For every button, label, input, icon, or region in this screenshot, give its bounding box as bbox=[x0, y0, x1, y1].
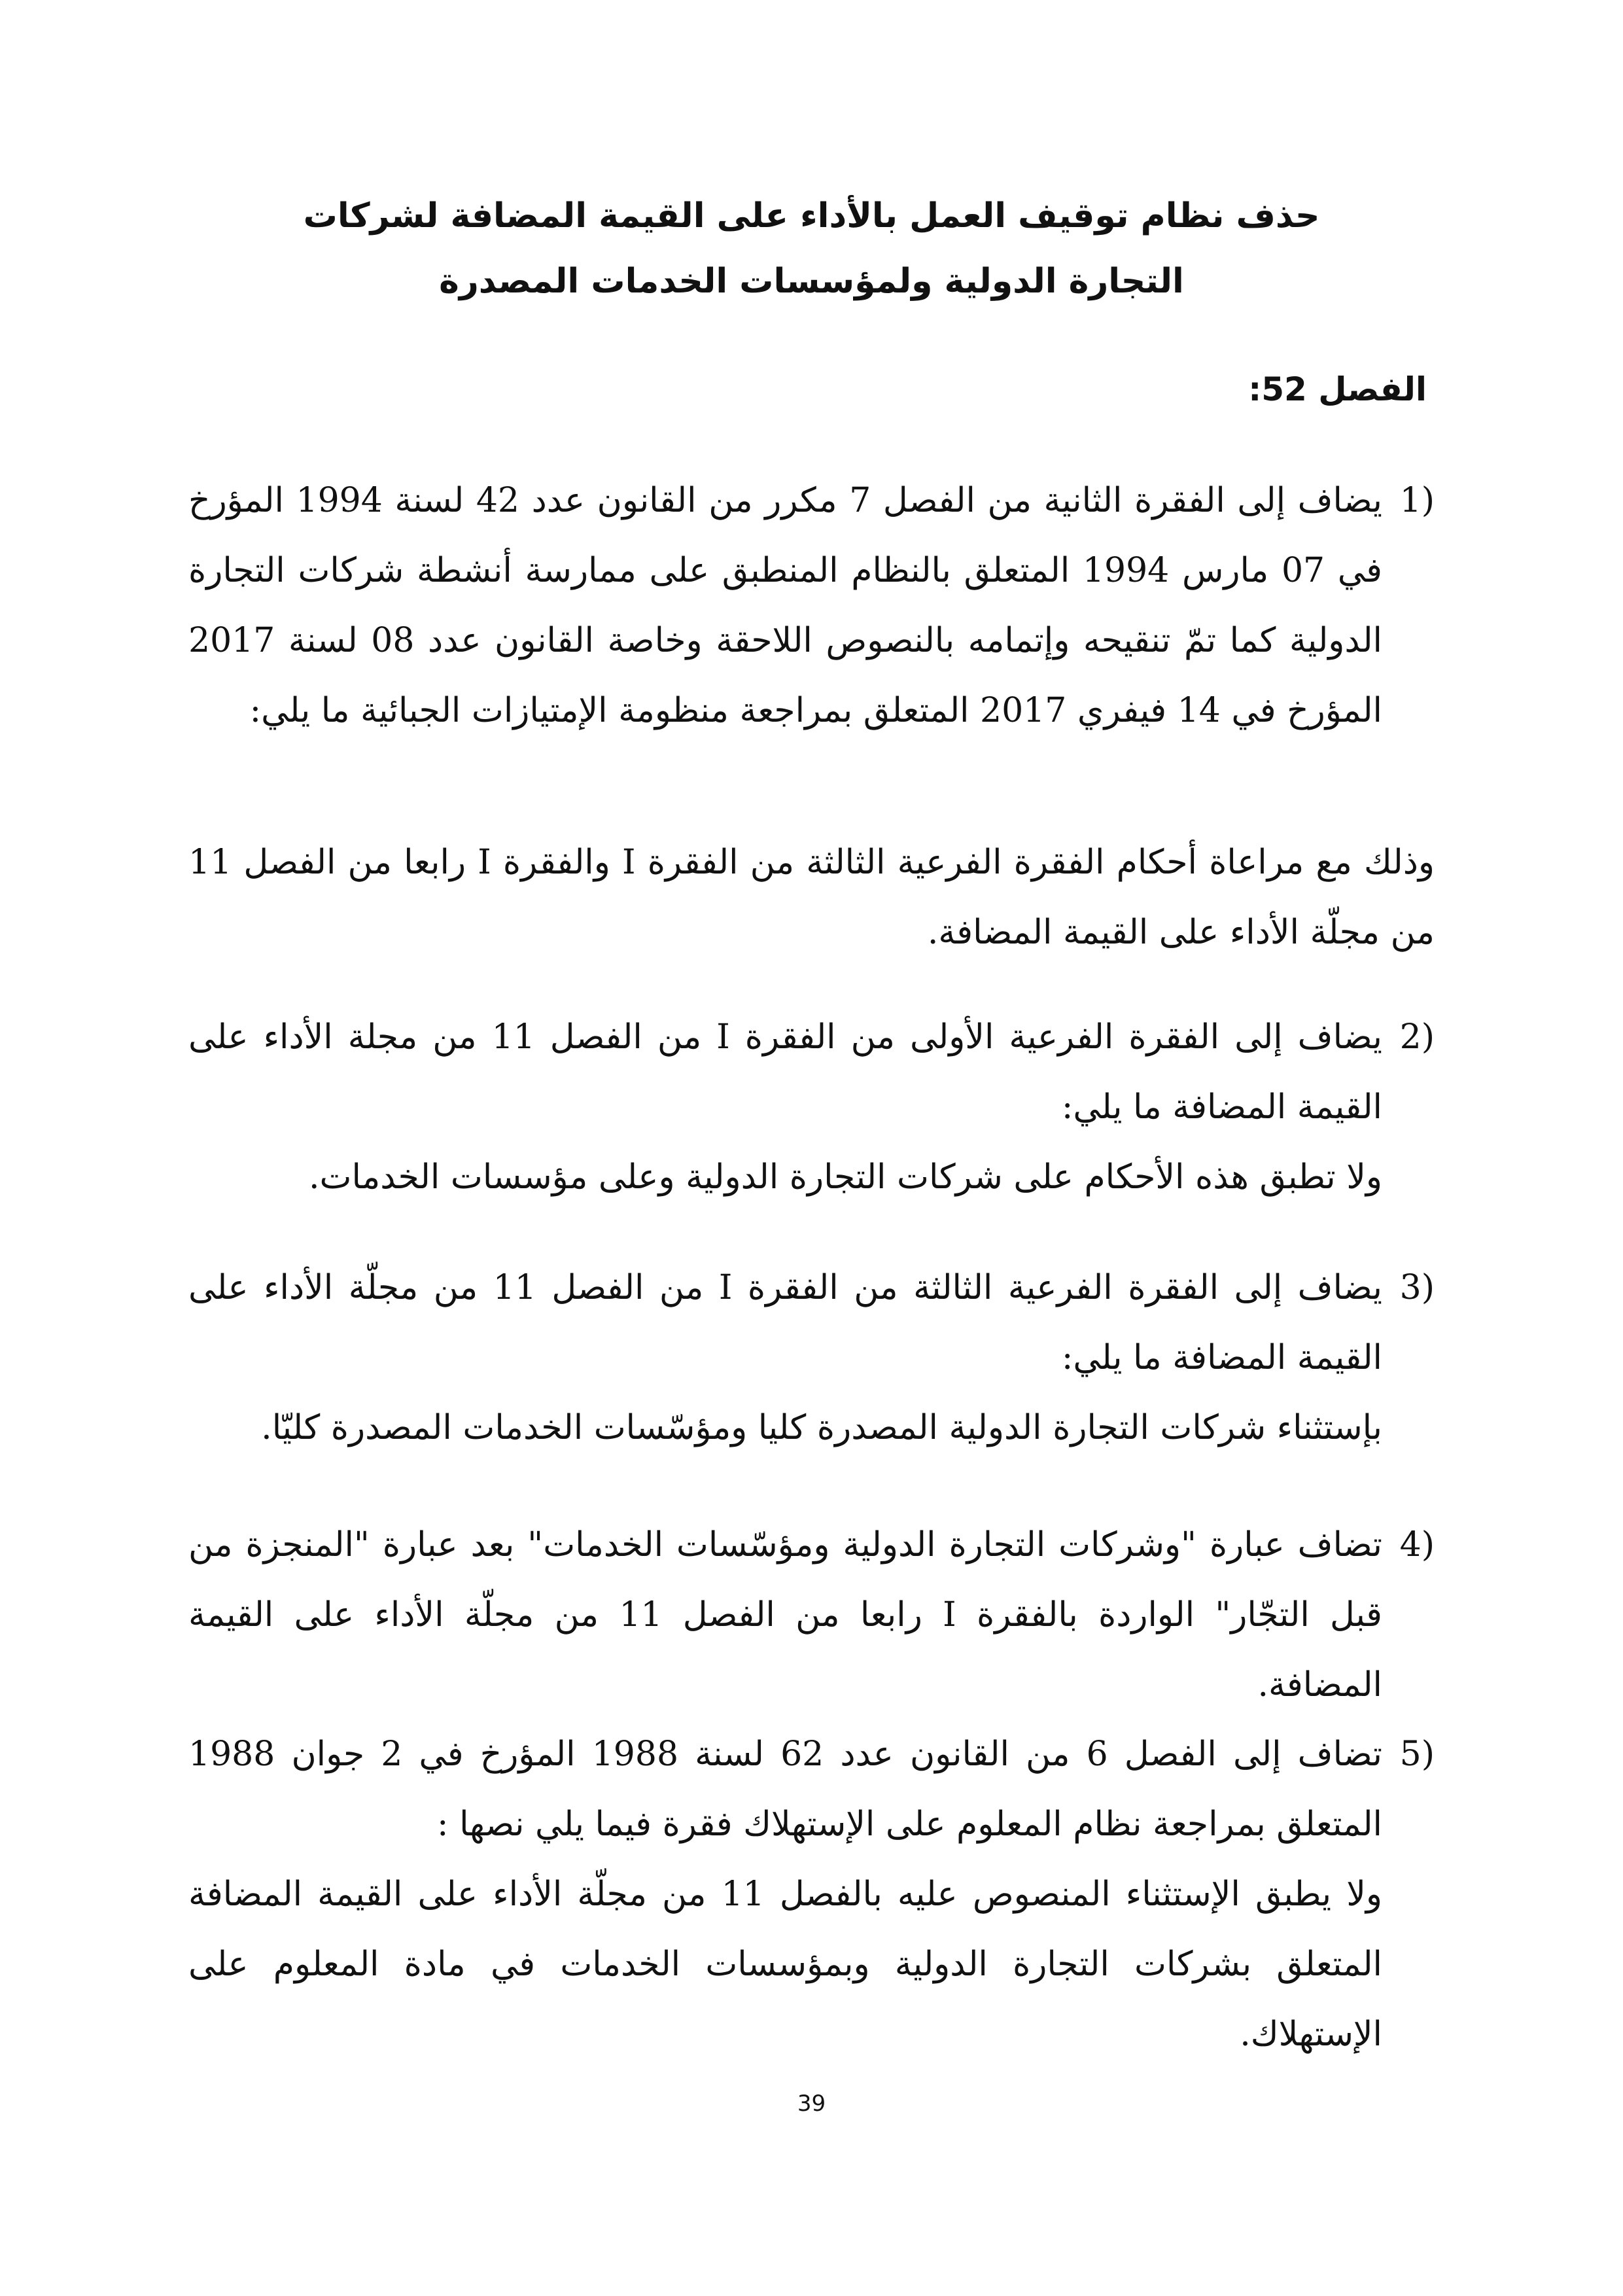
item-text: تضاف عبارة "وشركات التجارة الدولية ومؤسّسات الخدمات" بعد عبارة "المنجزة من قبل التجّار" الواردة بالفقرة I رابعا من الفصل 11 من مجلّة الأداء على القيمة المضافة. bbox=[188, 1525, 1382, 1704]
title-line-2: التجارة الدولية ولمؤسسات الخدمات المصدرة bbox=[439, 262, 1184, 301]
item-note: وذلك مع مراعاة أحكام الفقرة الفرعية الثالثة من الفقرة I والفقرة I رابعا من الفصل 11 من مجلّة الأداء على القيمة المضافة. bbox=[188, 843, 1435, 952]
page-number: 39 bbox=[797, 2091, 826, 2117]
list-item bbox=[188, 1720, 1435, 2070]
item-number: 5) bbox=[1399, 1735, 1435, 1774]
item-quote: ولا يطبق الإستثناء المنصوص عليه بالفصل 11 من مجلّة الأداء على القيمة المضافة المتعلق بشركات التجارة الدولية وبمؤسسات الخدمات في مادة المعلوم على الإستهلاك. bbox=[188, 1875, 1382, 2054]
document-title bbox=[196, 183, 1427, 314]
item-quote: بإستثناء شركات التجارة الدولية المصدرة كليا ومؤسّسات الخدمات المصدرة كليّا. bbox=[261, 1408, 1382, 1447]
chapter-heading: الفصل 52: bbox=[1248, 370, 1427, 408]
item-number: 2) bbox=[1399, 1017, 1435, 1057]
item-text: تضاف إلى الفصل 6 من القانون عدد 62 لسنة 1988 المؤرخ في 2 جوان 1988 المتعلق بمراجعة نظام المعلوم على الإستهلاك فقرة فيما يلي نصها : bbox=[188, 1735, 1382, 1844]
list-item bbox=[188, 466, 1435, 746]
list-item bbox=[188, 1253, 1435, 1463]
item-number: 3) bbox=[1399, 1268, 1435, 1307]
item-number: 1) bbox=[1399, 481, 1435, 520]
list-item bbox=[188, 1510, 1435, 1720]
item-text: يضاف إلى الفقرة الثانية من الفصل 7 مكرر من القانون عدد 42 لسنة 1994 المؤرخ في 07 مارس 1994 المتعلق بالنظام المنطبق على ممارسة أنشطة شركات التجارة الدولية كما تمّ تنقيحه وإتمامه بالنصوص اللاحقة وخاصة القانون عدد 08 لسنة 2017 المؤرخ في 14 فيفري 2017 المتعلق بمراجعة منظومة الإمتيازات الجبائية ما يلي: bbox=[188, 481, 1383, 730]
item-number: 4) bbox=[1399, 1525, 1435, 1564]
title-line-1: حذف نظام توقيف العمل بالأداء على القيمة المضافة لشركات bbox=[303, 196, 1320, 236]
list-item bbox=[188, 1002, 1435, 1212]
item-quote: ولا تطبق هذه الأحكام على شركات التجارة الدولية وعلى مؤسسات الخدمات. bbox=[309, 1157, 1382, 1197]
item-text: يضاف إلى الفقرة الفرعية الثالثة من الفقرة I من الفصل 11 من مجلّة الأداء على القيمة المضافة ما يلي: bbox=[188, 1268, 1382, 1377]
item-text: يضاف إلى الفقرة الفرعية الأولى من الفقرة I من الفصل 11 من مجلة الأداء على القيمة المضافة ما يلي: bbox=[188, 1017, 1382, 1127]
